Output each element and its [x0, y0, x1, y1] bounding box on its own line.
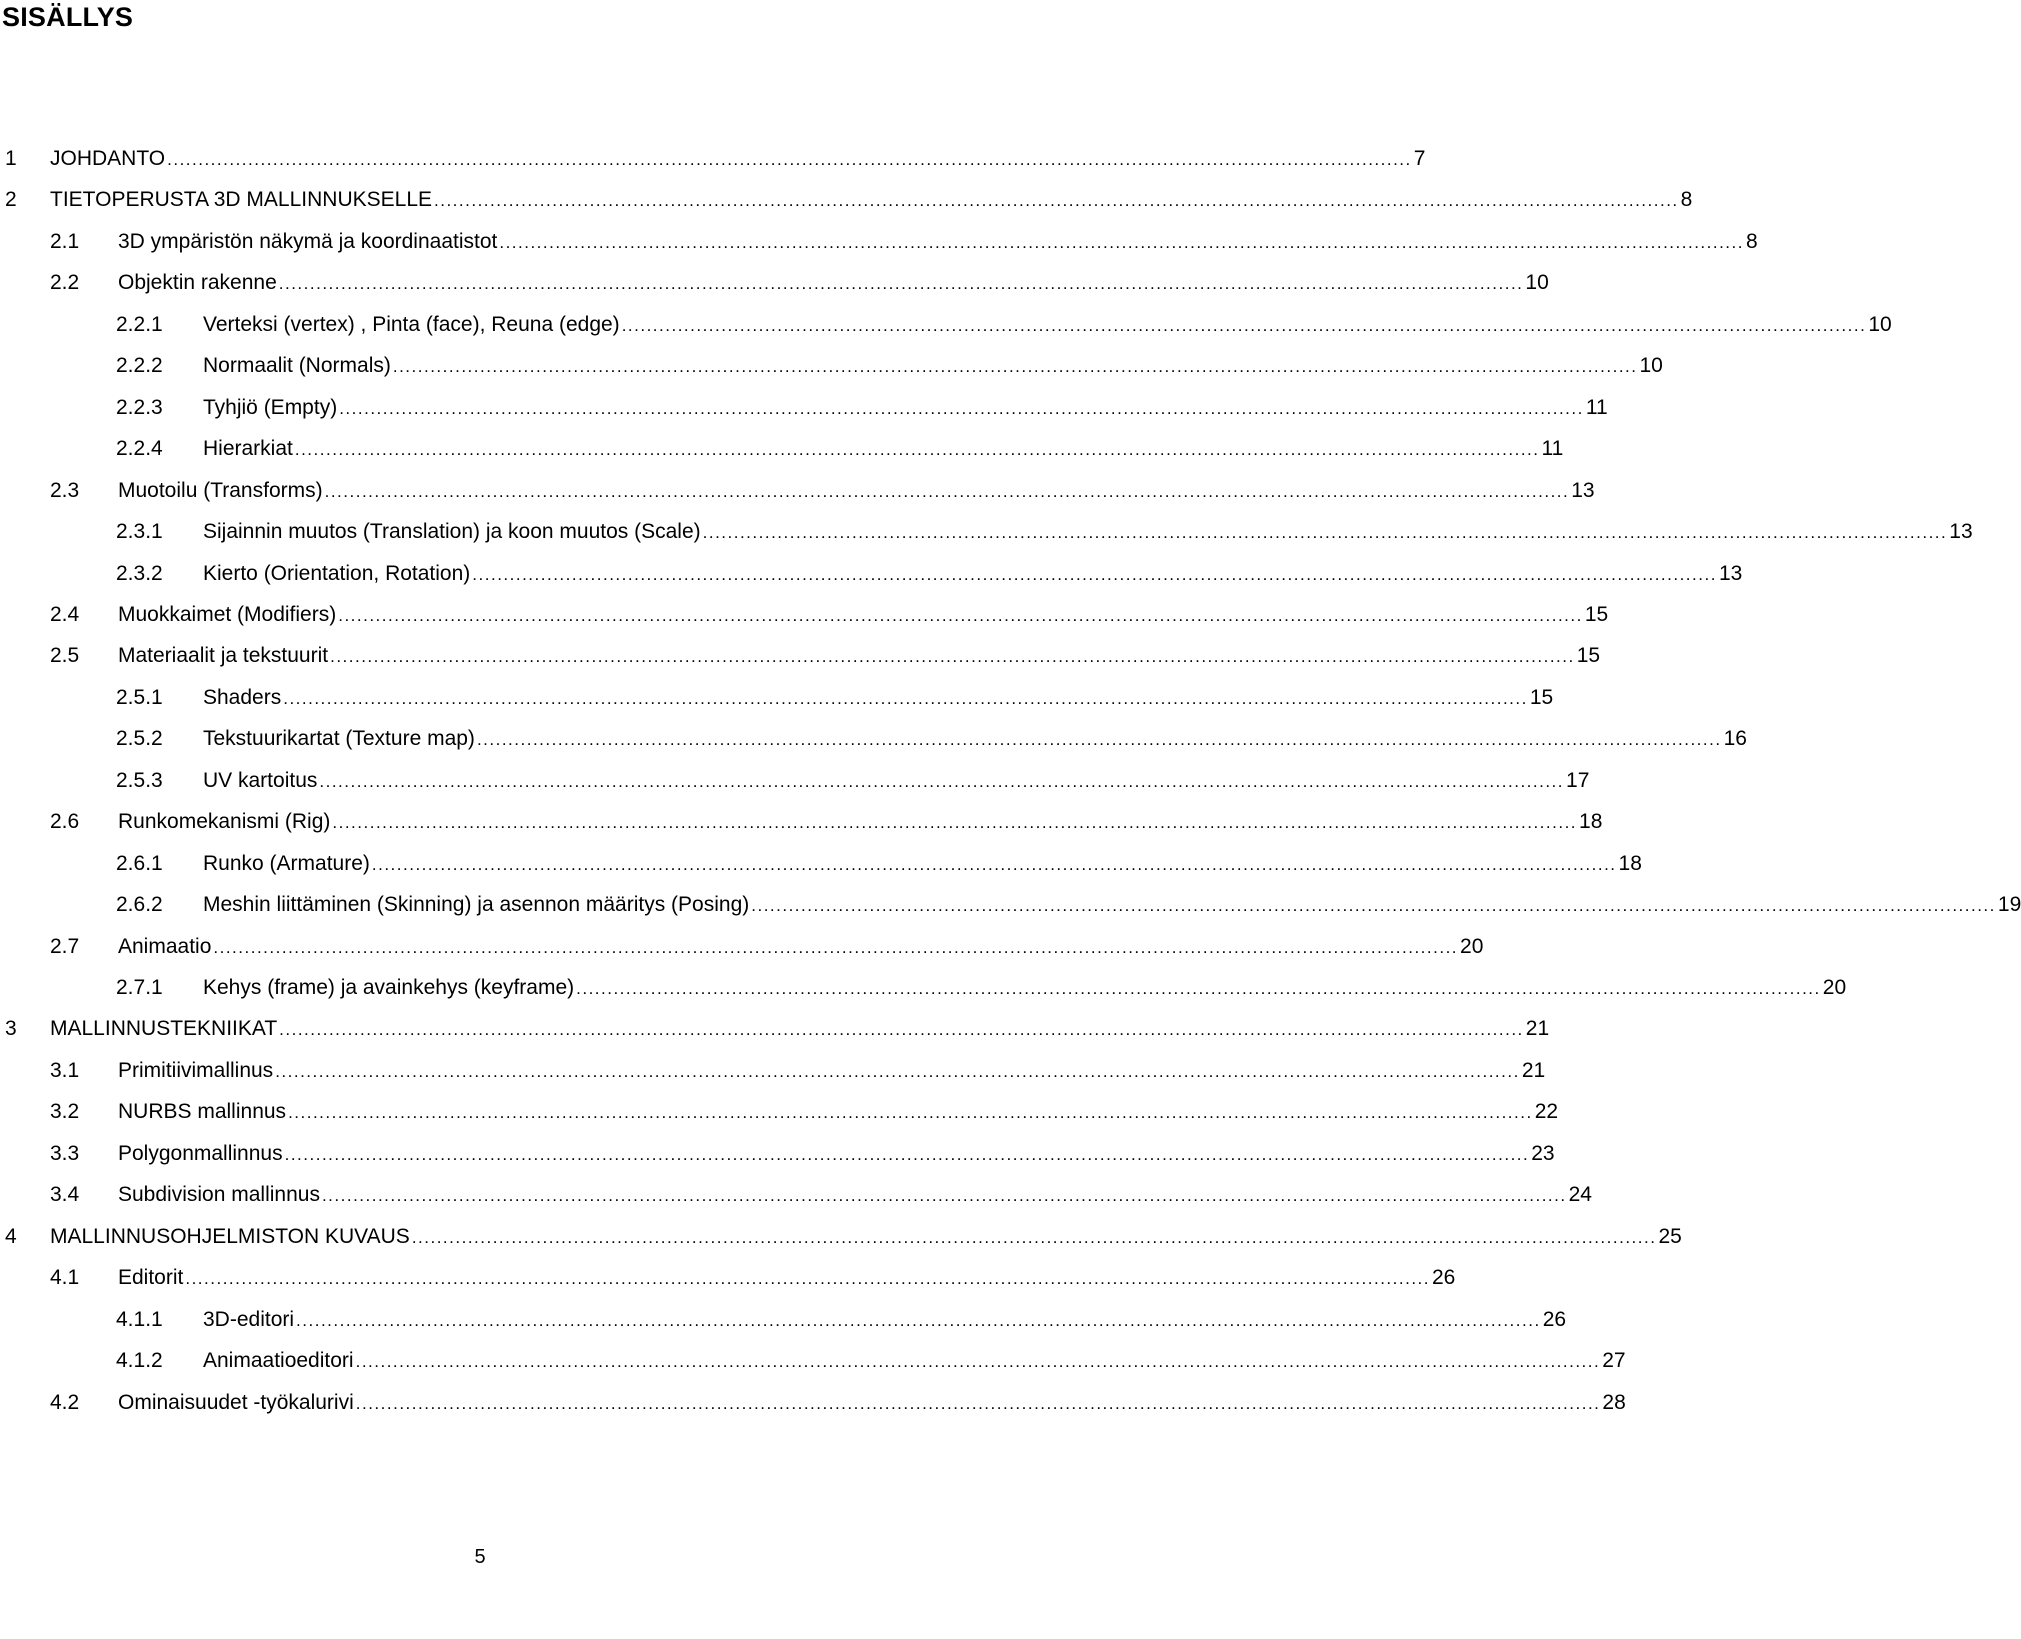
toc-entry-number: 4.1.1: [116, 1307, 163, 1331]
toc-entry-title: Normaalit (Normals): [203, 354, 391, 378]
toc-entry-number: 2.2.1: [116, 312, 163, 336]
dot-leader: ........................................................................................................................................................................................................: [330, 647, 1575, 667]
toc-entry-page: 13: [1718, 561, 1743, 585]
dot-leader: ........................................................................................................................................................................................................: [283, 688, 1528, 708]
toc-entry[interactable]: [0, 719, 1747, 751]
toc-entry[interactable]: [0, 139, 1426, 171]
toc-entry[interactable]: [0, 968, 1847, 1000]
toc-entry-number: 2.5.3: [116, 768, 163, 792]
toc-entry-title: Runkomekanismi (Rig): [118, 810, 331, 834]
toc-entry[interactable]: [0, 595, 1609, 627]
page-number: 5: [474, 1546, 486, 1568]
toc-entry-page: 13: [1571, 478, 1595, 502]
toc-entry-title: Runko (Armature): [203, 851, 370, 875]
toc-entry-number: 3: [5, 1017, 17, 1041]
dot-leader: ........................................................................................................................................................................................................: [213, 937, 1459, 957]
toc-entry-title: Polygonmallinnus: [118, 1141, 283, 1165]
toc-entry-title: Sijainnin muutos (Translation) ja koon muutos (Scale): [203, 520, 701, 544]
toc-entry-number: 2.1: [50, 229, 80, 253]
toc-entry-title: Subdivision mallinnus: [118, 1183, 320, 1207]
toc-entry-page: 8: [1680, 188, 1693, 212]
toc-entry-page: 16: [1723, 727, 1747, 751]
toc-entry-number: 2: [5, 188, 17, 212]
dot-leader: ........................................................................................................................................................................................................: [185, 1269, 1430, 1289]
toc-entry[interactable]: [0, 885, 2021, 917]
toc-entry[interactable]: [0, 263, 1549, 295]
toc-entry-title: Ominaisuudet -työkalurivi: [118, 1390, 354, 1414]
toc-entry-number: 2.3.1: [116, 520, 163, 544]
toc-entry-number: 2.6: [50, 810, 80, 834]
dot-leader: ........................................................................................................................................................................................................: [167, 150, 1412, 169]
toc-entry-number: 2.3.2: [116, 561, 163, 585]
toc-entry-page: 27: [1602, 1349, 1626, 1373]
toc-entry-number: 3.1: [50, 1058, 80, 1082]
toc-entry-page: 25: [1658, 1224, 1682, 1248]
dot-leader: ........................................................................................................................................................................................................: [434, 191, 1679, 211]
toc-entry[interactable]: [0, 761, 1590, 793]
dot-leader: ........................................................................................................................................................................................................: [279, 1020, 1524, 1040]
toc-entry-page: 7: [1413, 147, 1426, 170]
dot-leader: ........................................................................................................................................................................................................: [371, 854, 1617, 874]
toc-entry-page: 10: [1868, 312, 1892, 336]
dot-leader: ........................................................................................................................................................................................................: [702, 523, 1948, 543]
toc-entry-page: 26: [1542, 1307, 1567, 1331]
page-title: SISÄLLYS: [2, 2, 134, 32]
toc-entry-title: Kehys (frame) ja avainkehys (keyframe): [203, 976, 575, 999]
toc-entry-page: 15: [1584, 602, 1609, 626]
toc-entry-page: 18: [1618, 851, 1642, 875]
toc-entry-number: 3.4: [50, 1183, 80, 1207]
dot-leader: ........................................................................................................................................................................................................: [278, 274, 1524, 294]
toc-entry[interactable]: [0, 388, 1608, 420]
toc-entry-title: TIETOPERUSTA 3D MALLINNUKSELLE: [50, 188, 433, 212]
dot-leader: ........................................................................................................................................................................................................: [319, 771, 1565, 791]
toc-entry-page: 18: [1579, 810, 1603, 834]
dot-leader: ........................................................................................................................................................................................................: [751, 896, 1996, 916]
toc-entry-title: Animaatioeditori: [203, 1349, 354, 1373]
toc-entry-title: Objektin rakenne: [118, 271, 277, 295]
toc-entry-page: 11: [1585, 395, 1608, 419]
toc-entry[interactable]: [0, 1383, 1626, 1415]
toc-entry-page: 15: [1529, 685, 1554, 709]
dot-leader: ........................................................................................................................................................................................................: [332, 813, 1578, 833]
toc-entry-title: UV kartoitus: [203, 768, 318, 792]
dot-leader: ........................................................................................................................................................................................................: [294, 440, 1540, 460]
toc-entry[interactable]: [0, 1134, 1555, 1166]
toc-entry[interactable]: [0, 1092, 1559, 1124]
dot-leader: ........................................................................................................................................................................................................: [296, 1310, 1541, 1330]
dot-leader: ........................................................................................................................................................................................................: [355, 1352, 1601, 1372]
toc-entry[interactable]: [0, 471, 1595, 503]
toc-entry-page: 11: [1541, 437, 1564, 461]
toc-entry-title: Muotoilu (Transforms): [118, 478, 323, 502]
toc-entry[interactable]: [0, 1300, 1567, 1332]
toc-entry-number: 2.7.1: [116, 976, 163, 999]
toc-entry-title: Tyhjiö (Empty): [203, 395, 338, 419]
dot-leader: ........................................................................................................................................................................................................: [288, 1103, 1533, 1123]
toc-entry-number: 2.6.1: [116, 851, 163, 875]
toc-entry[interactable]: [0, 678, 1554, 710]
toc-entry-number: 2.2: [50, 271, 80, 295]
toc-entry-title: Meshin liittäminen (Skinning) ja asennon määritys (Posing): [203, 893, 750, 917]
toc-entry-page: 8: [1745, 229, 1758, 253]
toc-entry-number: 2.5: [50, 644, 80, 668]
toc-entry-number: 2.7: [50, 934, 80, 958]
toc-entry[interactable]: [0, 429, 1564, 461]
toc-entry-page: 15: [1576, 644, 1601, 668]
toc-entry-page: 23: [1531, 1141, 1555, 1165]
toc-entry-page: 24: [1568, 1183, 1592, 1207]
toc-entry-page: 13: [1949, 520, 1973, 544]
toc-entry-number: 4.1.2: [116, 1349, 163, 1373]
dot-leader: ........................................................................................................................................................................................................: [576, 979, 1821, 998]
toc-entry-title: Tekstuurikartat (Texture map): [203, 727, 475, 751]
dot-leader: ........................................................................................................................................................................................................: [355, 1393, 1601, 1413]
toc-entry[interactable]: [0, 222, 1758, 254]
toc-entry-page: 19: [1997, 893, 2021, 917]
dot-leader: ........................................................................................................................................................................................................: [476, 730, 1722, 750]
toc-entry[interactable]: [0, 180, 1693, 212]
toc-entry-page: 20: [1460, 934, 1484, 958]
toc-entry-number: 2.2.4: [116, 437, 163, 461]
toc-entry-title: Kierto (Orientation, Rotation): [203, 561, 471, 585]
toc-entry[interactable]: [0, 512, 1973, 544]
toc-entry-number: 2.3: [50, 478, 80, 502]
dot-leader: ........................................................................................................................................................................................................: [338, 605, 1583, 625]
toc-entry-number: 4.2: [50, 1390, 80, 1414]
toc-entry-page: 20: [1822, 976, 1847, 999]
toc-entry-page: 17: [1566, 768, 1590, 792]
dot-leader: ........................................................................................................................................................................................................: [284, 1144, 1530, 1164]
toc-entry[interactable]: [0, 844, 1642, 876]
toc-entry-title: NURBS mallinnus: [118, 1100, 287, 1124]
toc-entry-number: 3.2: [50, 1100, 80, 1124]
toc-entry-page: 22: [1534, 1100, 1559, 1124]
toc-entry-number: 2.5.2: [116, 727, 163, 751]
toc-entry-page: 10: [1525, 271, 1549, 295]
toc-entry-number: 2.6.2: [116, 893, 163, 917]
toc-entry-number: 2.2.2: [116, 354, 163, 378]
toc-entry-title: Primitiivimallinus: [118, 1058, 274, 1082]
toc-entry-page: 28: [1602, 1390, 1626, 1414]
toc-entry[interactable]: [0, 636, 1601, 668]
toc-entry-page: 26: [1432, 1266, 1456, 1290]
toc-entry[interactable]: [0, 1051, 1546, 1083]
toc-entry-number: 2.5.1: [116, 685, 163, 709]
toc-entry[interactable]: [0, 1175, 1592, 1207]
toc-entry-number: 4.1: [50, 1266, 80, 1290]
toc-entry[interactable]: [0, 305, 1892, 337]
toc-entry-title: Muokkaimet (Modifiers): [118, 602, 337, 626]
toc-entry-title: Animaatio: [118, 934, 212, 958]
dot-leader: ........................................................................................................................................................................................................: [499, 232, 1744, 252]
toc-entry-number: 1: [5, 147, 17, 170]
toc-entry[interactable]: [0, 554, 1743, 586]
toc-entry[interactable]: [0, 1217, 1682, 1249]
dot-leader: ........................................................................................................................................................................................................: [411, 1227, 1657, 1247]
toc-entry[interactable]: [0, 1258, 1456, 1290]
toc-entry-title: 3D-editori: [203, 1307, 295, 1331]
dot-leader: ........................................................................................................................................................................................................: [339, 398, 1584, 418]
toc-entry-page: 21: [1521, 1058, 1546, 1082]
toc-entry[interactable]: [0, 1009, 1550, 1041]
toc-entry[interactable]: [0, 1341, 1626, 1373]
toc-entry-title: Editorit: [118, 1266, 184, 1290]
toc-entry-title: Materiaalit ja tekstuurit: [118, 644, 329, 668]
dot-leader: ........................................................................................................................................................................................................: [472, 564, 1717, 584]
toc-entry-title: 3D ympäristön näkymä ja koordinaatistot: [118, 229, 498, 253]
toc-entry-number: 2.4: [50, 602, 80, 626]
toc-entry-number: 4: [5, 1224, 17, 1248]
toc-entry-title: Verteksi (vertex) , Pinta (face), Reuna (edge): [203, 312, 620, 336]
toc-entry-title: MALLINNUSOHJELMISTON KUVAUS: [50, 1224, 410, 1248]
toc-entry[interactable]: [0, 802, 1603, 834]
dot-leader: ........................................................................................................................................................................................................: [321, 1186, 1567, 1206]
toc-entry-number: 3.3: [50, 1141, 80, 1165]
dot-leader: ........................................................................................................................................................................................................: [324, 481, 1570, 501]
toc-entry-page: 21: [1525, 1017, 1550, 1041]
dot-leader: ........................................................................................................................................................................................................: [275, 1061, 1520, 1081]
toc-entry-page: 10: [1639, 354, 1663, 378]
toc-entry-title: Hierarkiat: [203, 437, 293, 461]
toc-entry-title: Shaders: [203, 685, 282, 709]
toc-entry-number: 2.2.3: [116, 395, 163, 419]
toc-entry[interactable]: [0, 346, 1663, 378]
dot-leader: ........................................................................................................................................................................................................: [392, 357, 1638, 377]
toc-entry-title: JOHDANTO: [50, 147, 166, 170]
toc-entry[interactable]: [0, 927, 1484, 959]
toc-entry-title: MALLINNUSTEKNIIKAT: [50, 1017, 278, 1041]
dot-leader: ........................................................................................................................................................................................................: [621, 315, 1867, 335]
